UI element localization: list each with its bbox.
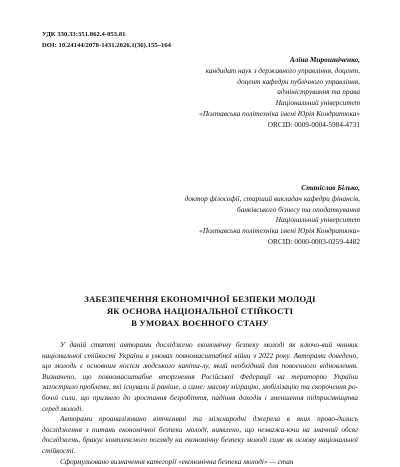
author-affiliation-line: «Полтавська політехніка імені Юрія Кондратюка» — [199, 108, 360, 118]
udc-code: УДК 330.33:351.862.4-053.81 — [42, 31, 126, 38]
author-affiliation-line: доцент кафедри публічного управління, — [237, 76, 360, 86]
author-affiliation-line: банківського бізнесу та оподаткування — [236, 204, 360, 214]
author-block-1 — [199, 55, 360, 131]
title-line: ЗАБЕЗПЕЧЕННЯ ЕКОНОМІЧНОЇ БЕЗПЕКИ МОЛОДІ — [84, 294, 316, 304]
title-line: ЯК ОСНОВА НАЦІОНАЛЬНОЇ СТІЙКОСТІ — [106, 305, 294, 316]
doi-code: DOI: 10.24144/2078-1431.2026.1(36).155–164 — [42, 41, 172, 49]
author-name: Станіслав Білько, — [301, 183, 360, 192]
author-affiliation-line: кандидат наук з державного управління, доцент, — [205, 65, 360, 75]
author-affiliation-line: «Полтавська політехніка імені Юрія Кондратюка» — [199, 226, 360, 236]
author-orcid: ORCID: 0000-0003-0259-4482 — [267, 236, 360, 246]
author-block-2 — [185, 183, 360, 248]
article-codes — [42, 30, 171, 51]
author-affiliation-line: доктор філософії, старший викладач кафедри фінансів, — [184, 193, 360, 203]
abstract-paragraph: У даній статті авторами досліджено економічну безпеку молоді як ключо-вий чинник національної стійкості України в умовах повномасштабної війни з 2022 року. Авторами доведено, що молодь є основним носієм людського капіта-лу, який необхідний для повоєнного відновлення. Визначено, що повномасштабне вторгнення Російської Федерації на територію України загострило проблеми, які існували й раніше, а саме: масову міграцію, мобілізацію та скорочення ро-бочої сили, що призвело до зростання безробіття, падіння доходів і зменшення підприємництва серед молоді. — [42, 340, 358, 413]
abstract — [42, 340, 358, 466]
author-orcid: ORCID: 0009-0004-5984-4731 — [267, 119, 360, 129]
author-affiliation-line: адміністрування та права — [277, 87, 360, 97]
title-line: В УМОВАХ ВОЄННОГО СТАНУ — [131, 317, 269, 328]
author-affiliation-line: Національний університет — [275, 215, 360, 225]
article-title — [40, 294, 360, 329]
abstract-paragraph: Сформульовано визначення категорії «економічна безпека молоді» — стан — [60, 456, 294, 466]
abstract-paragraph: Авторами проаналізовано вітчизняні та міжнародні джерела в яких прово-дились дослідження з питань економічної безпеки молоді, виявлено, що незважа-ючи на значний обсяг досліджень, бракує комплексного погляду на економічну безпеку молоді саме як основу національної стійкості. — [42, 414, 358, 455]
author-name: Аліна Мирошніченко, — [289, 55, 360, 64]
author-affiliation-line: Національний університет — [275, 98, 360, 108]
